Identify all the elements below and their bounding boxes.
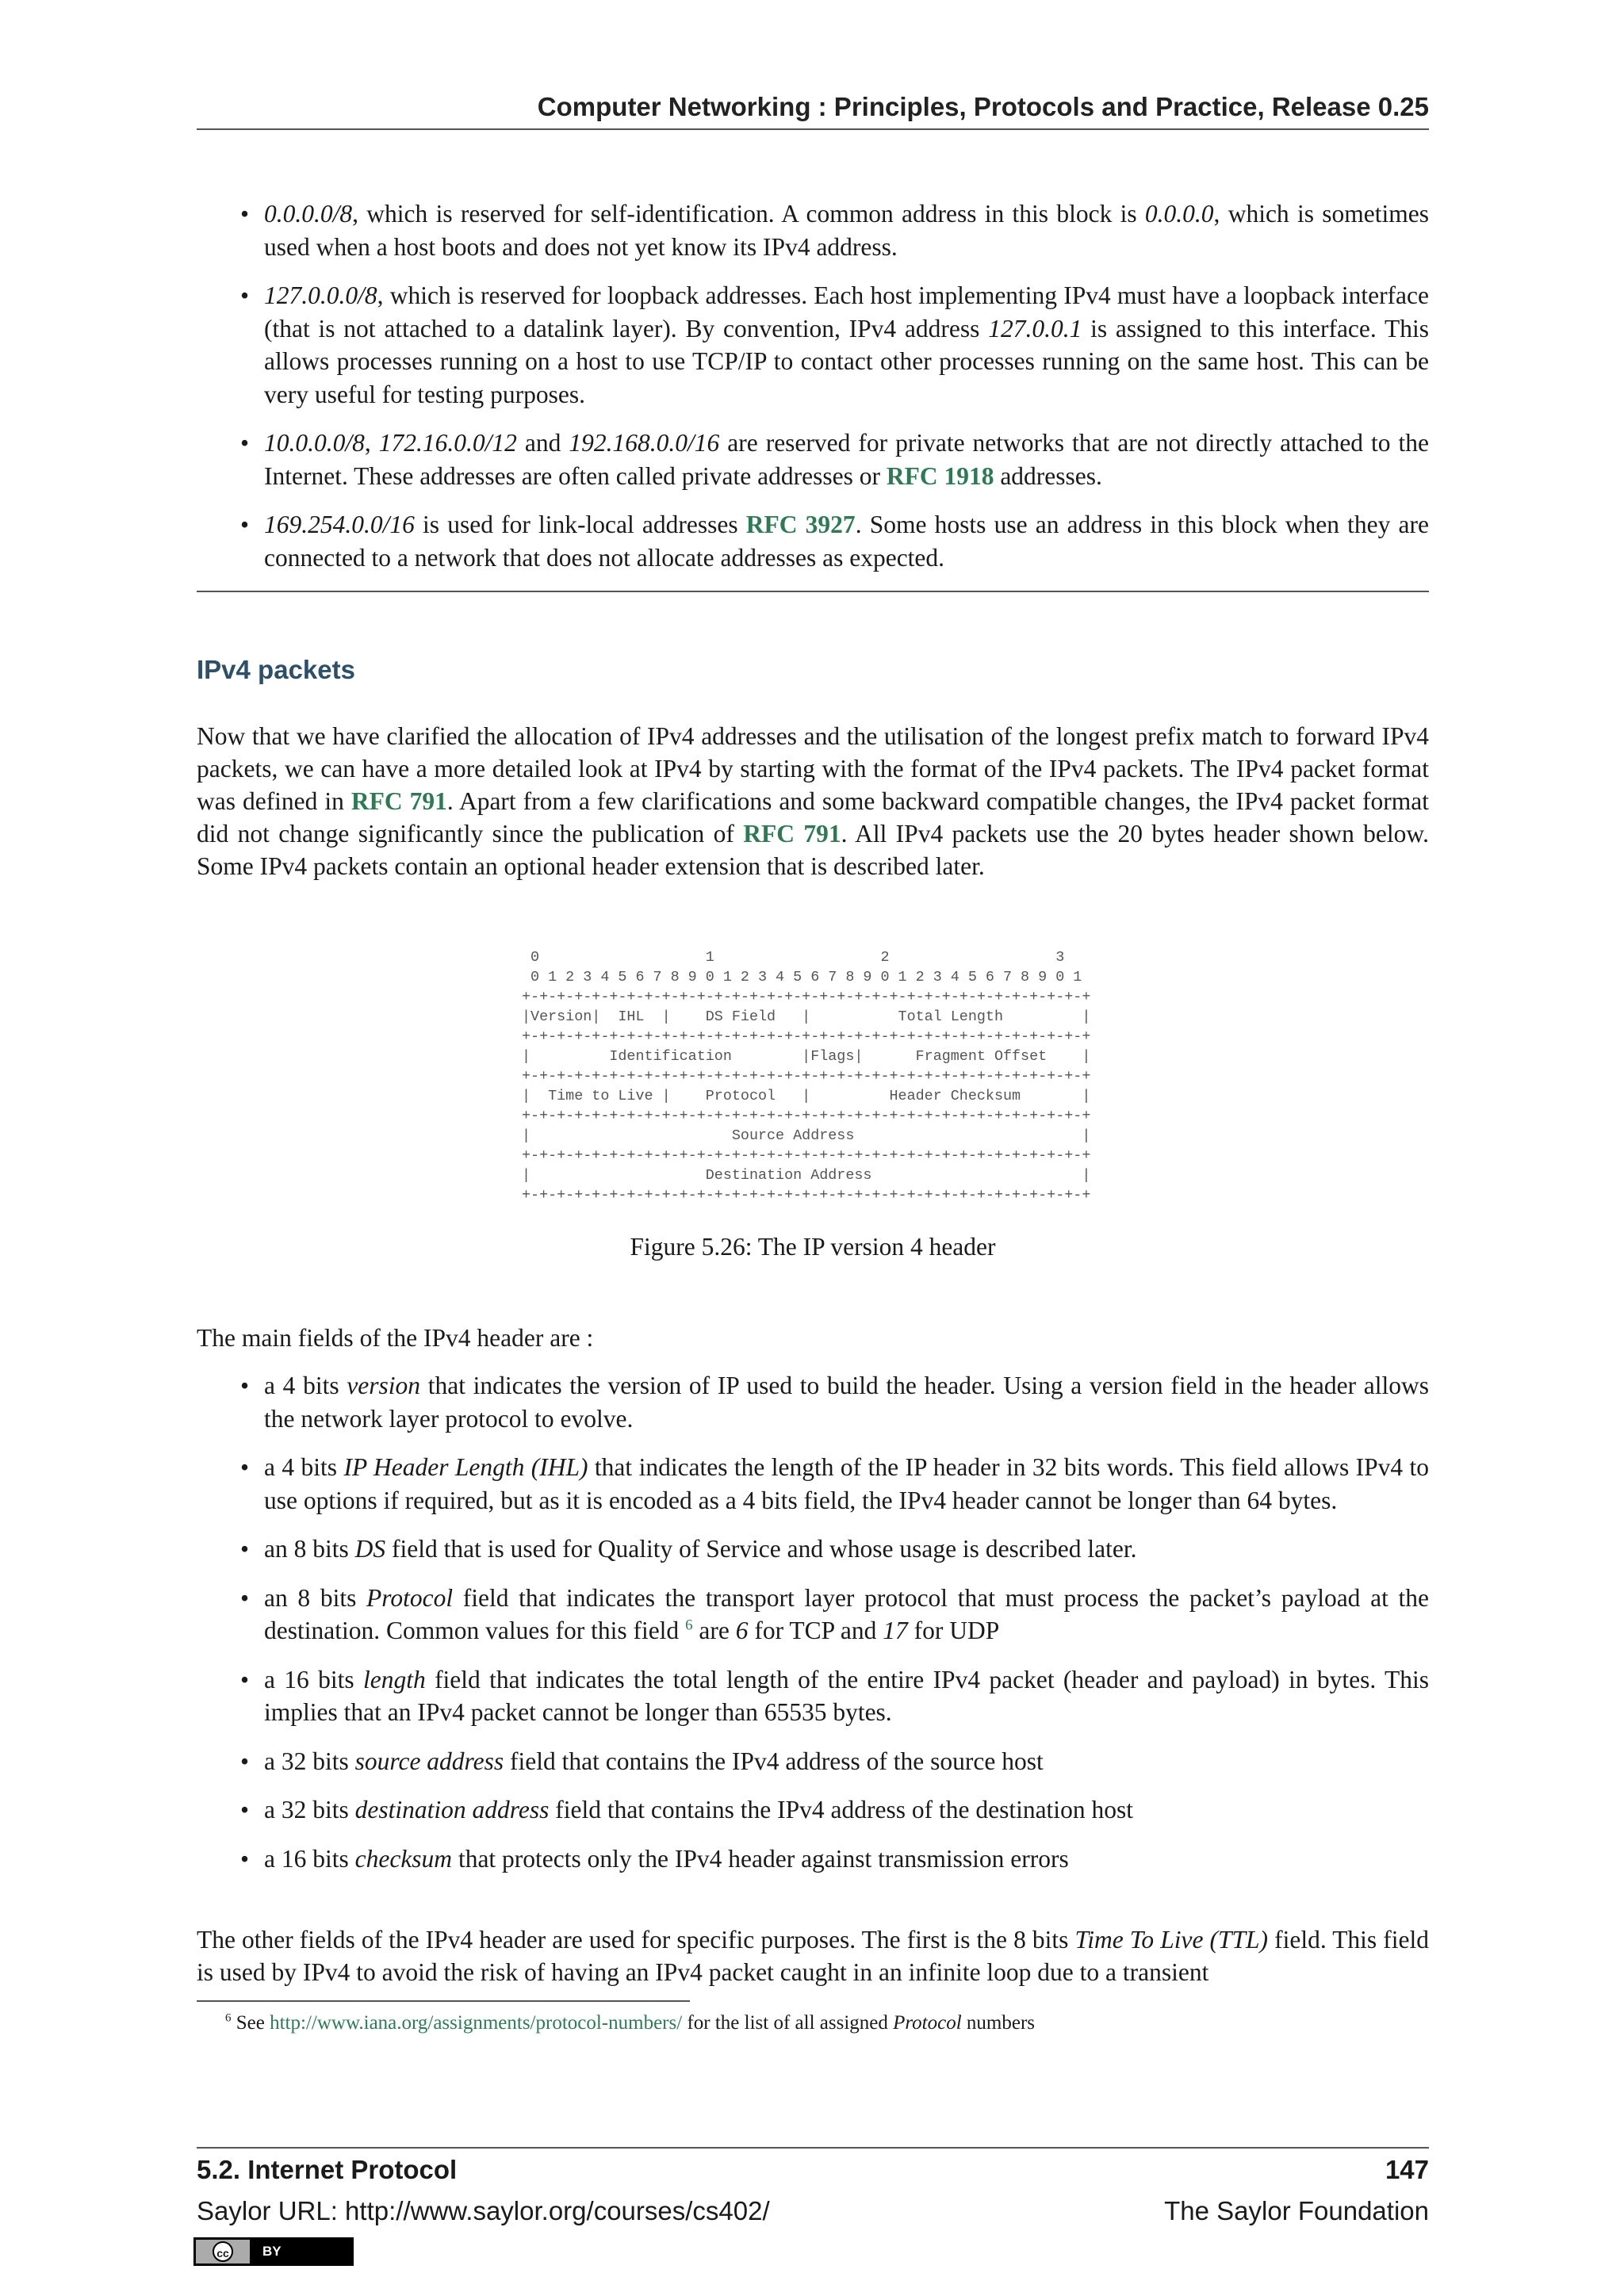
intro-paragraph: Now that we have clarified the allocation of IPv4 addresses and the utilisation of the longest prefix match to forward IPv4 packets, we can have a more detailed look at IPv4 by starting with the format of the IPv4 packets. The IPv4 packet format was defined in RFC 791. Apart from a few clarifications and some backward compatible changes, the IPv4 packet format did not change significantly since the publication of RFC 791. All IPv4 packets use the 20 bytes header shown below. Some IPv4 packets contain an optional header extension that is described later.: [197, 722, 1429, 880]
cc-circle: cc: [213, 2241, 233, 2262]
diagram-line: | Identification |Flags| Fragment Offset |: [522, 1048, 1091, 1065]
fields-intro: The main fields of the IPv4 header are :: [197, 1324, 594, 1352]
list-item: • 0.0.0.0/8, which is reserved for self-identification. A common address in this block is 0.0.0.0, which is sometimes used when a host boots and does not yet know its IPv4 address.: [197, 197, 1429, 263]
list-item: • an 8 bits DS field that is used for Quality of Service and whose usage is described later.: [197, 1533, 1429, 1566]
ttl-paragraph: The other fields of the IPv4 header are used for specific purposes. The first is the 8 bits Time To Live (TTL) field. This field is used by IPv4 to avoid the risk of having an IPv4 packet caught in an infinite loop due to a transient: [197, 1926, 1429, 1986]
diagram-line: +-+-+-+-+-+-+-+-+-+-+-+-+-+-+-+-+-+-+-+-+-+-+-+-+-+-+-+-+-+-+-+-+: [522, 1108, 1091, 1124]
diagram-line: |Version| IHL | DS Field | Total Length |: [522, 1008, 1091, 1025]
page-number: 147: [1385, 2155, 1429, 2184]
diagram-line: 0 1 2 3 4 5 6 7 8 9 0 1 2 3 4 5 6 7 8 9 0 1 2 3 4 5 6 7 8 9 0 1: [522, 969, 1082, 985]
list-item: • 127.0.0.0/8, which is reserved for loopback addresses. Each host implementing IPv4 must have a loopback interface (that is not attached to a datalink layer). By convention, IPv4 address 127.0.0.1 is assigned to this interface. This allows processes running on a host to use TCP/IP to contact other processes running on the same host. This can be very useful for testing purposes.: [197, 279, 1429, 411]
foundation-name: The Saylor Foundation: [1164, 2196, 1429, 2225]
diagram-line: +-+-+-+-+-+-+-+-+-+-+-+-+-+-+-+-+-+-+-+-+-+-+-+-+-+-+-+-+-+-+-+-+: [522, 1028, 1091, 1045]
footer-divider: [197, 2147, 1429, 2149]
diagram-line: +-+-+-+-+-+-+-+-+-+-+-+-+-+-+-+-+-+-+-+-+-+-+-+-+-+-+-+-+-+-+-+-+: [522, 1187, 1091, 1203]
diagram-line: | Destination Address |: [522, 1167, 1091, 1184]
list-item: • an 8 bits Protocol field that indicates the transport layer protocol that must process the packet’s payload at the destination. Common values for this field $^6$ are 6 for TCP and 17 for UDP: [197, 1582, 1429, 1647]
rfc-791-link[interactable]: RFC 791: [743, 820, 841, 848]
footnote-divider: [197, 2000, 690, 2002]
section-heading: IPv4 packets: [197, 655, 355, 684]
footer-section: 5.2. Internet Protocol: [197, 2155, 458, 2184]
ipv4-header-diagram: [522, 947, 1090, 1205]
rfc-791-link[interactable]: RFC 791: [350, 787, 447, 815]
ipv4-header-figure: [522, 947, 1090, 1205]
list-item: • a 16 bits checksum that protects only the IPv4 header against transmission errors: [197, 1843, 1429, 1876]
list-item: • a 32 bits destination address field that contains the IPv4 address of the destination host: [197, 1793, 1429, 1827]
header-fields-list: [197, 1369, 1429, 1875]
list-item: • 169.254.0.0/16 is used for link-local addresses RFC 3927. Some hosts use an address in this block when they are connected to a network that does not allocate addresses as expected.: [197, 508, 1429, 574]
diagram-line: | Source Address |: [522, 1127, 1091, 1144]
cc-by-badge: [193, 2237, 354, 2266]
rfc-3927-link[interactable]: RFC 3927: [745, 511, 856, 538]
book-title: Computer Networking : Principles, Protocols and Practice, Release 0.25: [537, 92, 1429, 121]
saylor-url: Saylor URL: http://www.saylor.org/courses/cs402/: [197, 2196, 770, 2225]
diagram-line: +-+-+-+-+-+-+-+-+-+-+-+-+-+-+-+-+-+-+-+-+-+-+-+-+-+-+-+-+-+-+-+-+: [522, 1147, 1091, 1164]
list-item: • a 4 bits IP Header Length (IHL) that indicates the length of the IP header in 32 bits words. This field allows IPv4 to use options if required, but as it is encoded as a 4 bits field, the IPv4 header cannot be longer than 64 bytes.: [197, 1451, 1429, 1517]
list-item: • a 16 bits length field that indicates the total length of the entire IPv4 packet (header and payload) in bytes. This implies that an IPv4 packet cannot be longer than 65535 bytes.: [197, 1663, 1429, 1729]
diagram-line: | Time to Live | Protocol | Header Checksum |: [522, 1088, 1091, 1104]
footnote-ref[interactable]: 6: [685, 1617, 693, 1634]
rfc-1918-link[interactable]: RFC 1918: [886, 461, 994, 490]
list-item: • a 32 bits source address field that contains the IPv4 address of the source host: [197, 1745, 1429, 1778]
list-item: • a 4 bits version that indicates the version of IP used to build the header. Using a version field in the header allows the network layer protocol to evolve.: [197, 1369, 1429, 1435]
reserved-blocks-list: [197, 197, 1429, 574]
figure-caption: Figure 5.26: The IP version 4 header: [630, 1233, 996, 1261]
diagram-line: +-+-+-+-+-+-+-+-+-+-+-+-+-+-+-+-+-+-+-+-+-+-+-+-+-+-+-+-+-+-+-+-+: [522, 1068, 1091, 1085]
by-label: BY: [262, 2244, 282, 2259]
footnote: $^6$ See http://www.iana.org/assignments/protocol-numbers/ for the list of all assigned Protocol numbers: [225, 2011, 1036, 2034]
list-item: • 10.0.0.0/8, 172.16.0.0/12 and 192.168.0.0/16 are reserved for private networks that are not directly attached to the Internet. These addresses are often called private addresses or RFC 1918 addresses.: [197, 427, 1429, 492]
cc-icon: [196, 2240, 250, 2263]
diagram-line: +-+-+-+-+-+-+-+-+-+-+-+-+-+-+-+-+-+-+-+-+-+-+-+-+-+-+-+-+-+-+-+-+: [522, 989, 1091, 1005]
diagram-line: 0 1 2 3: [522, 949, 1065, 966]
running-header: [197, 89, 1429, 130]
iana-protocol-numbers-link[interactable]: http://www.iana.org/assignments/protocol-numbers/: [270, 2012, 683, 2034]
divider: [197, 591, 1429, 592]
